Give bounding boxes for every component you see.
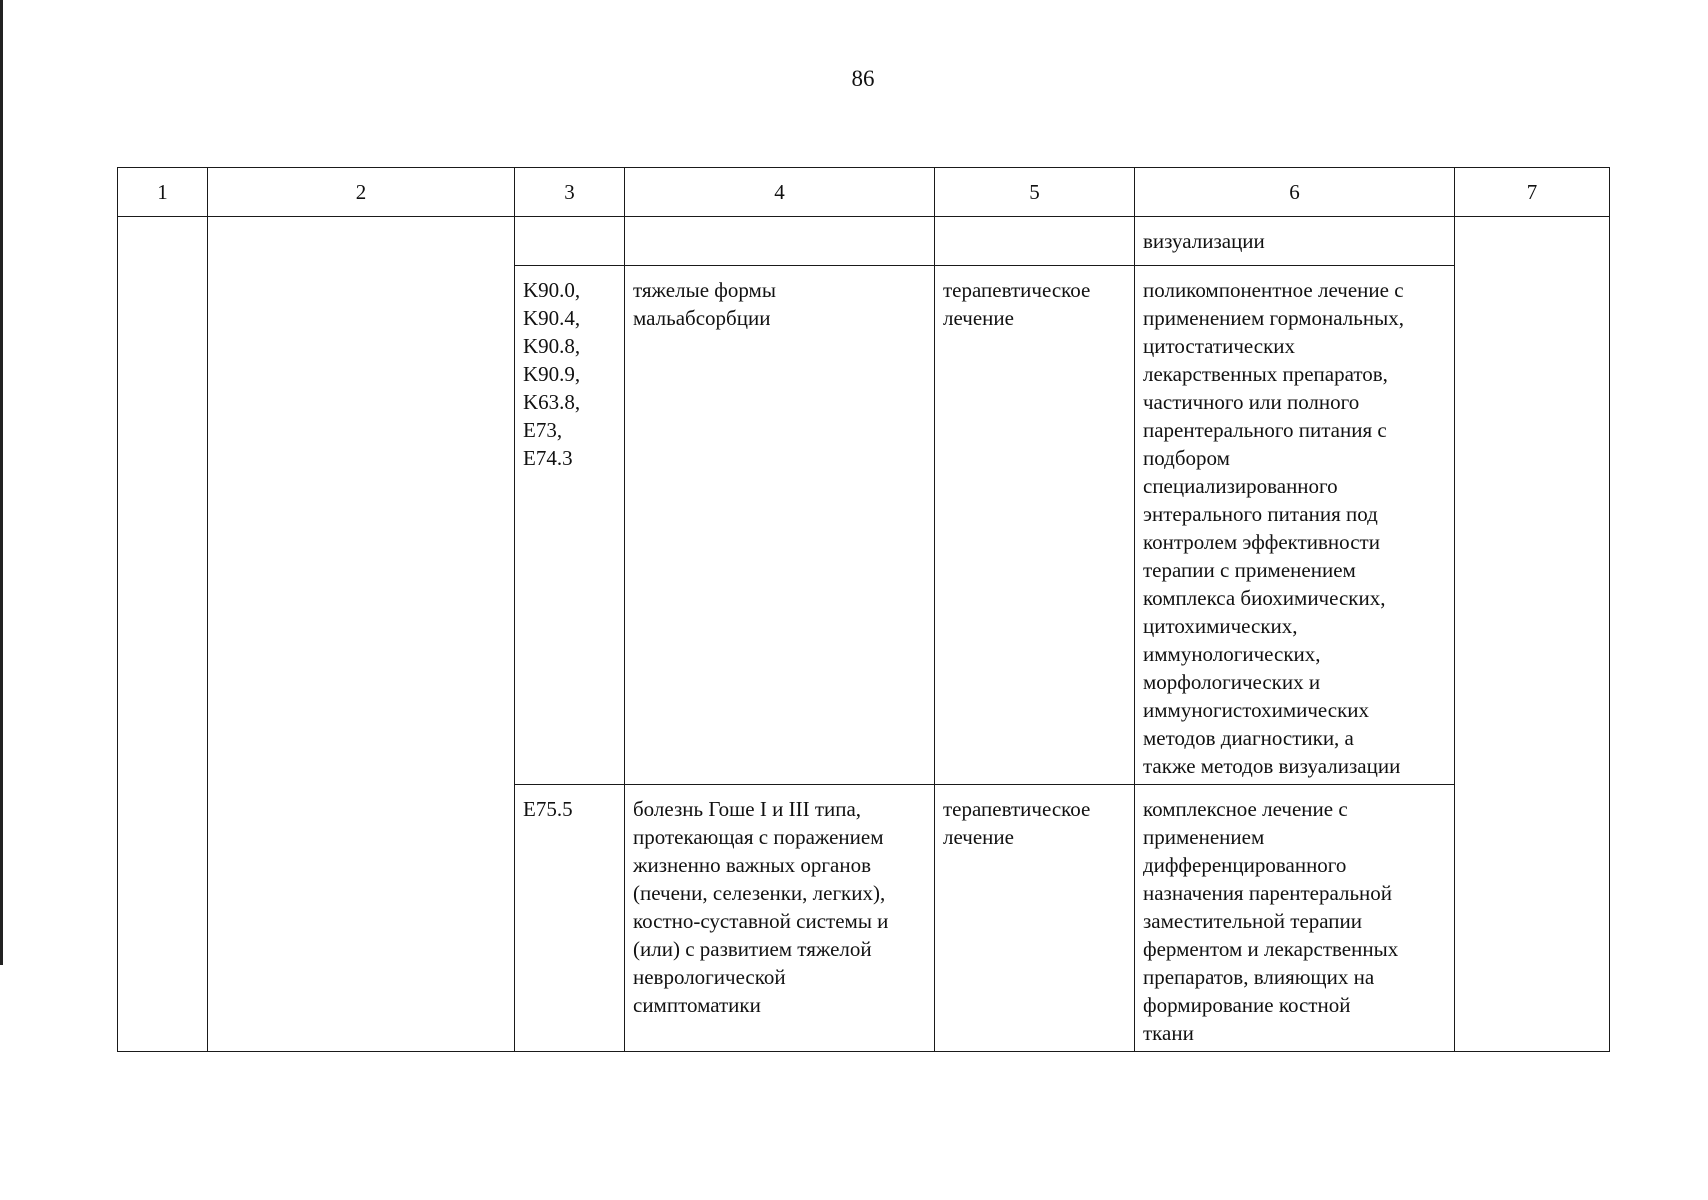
header-cell-6: 6 xyxy=(1135,168,1455,217)
table-header-row xyxy=(118,168,1610,217)
page-left-border xyxy=(0,0,3,965)
condition-cell: тяжелые формы мальабсорбции xyxy=(625,266,935,785)
col7-merged-cell xyxy=(1455,217,1610,1052)
treatment-type-cell xyxy=(935,217,1135,266)
header-cell-1: 1 xyxy=(118,168,208,217)
method-cell: поликомпонентное лечение с применением гормональных, цитостатических лекарственных препаратов, частичного или полного парентерального питания с подбором специализированного энтерального питания под контролем эффективности терапии с применением комплекса биохимических, цитохимических, иммунологических, морфологических и иммуногистохимических методов диагностики, а также методов визуализации xyxy=(1135,266,1455,785)
condition-cell xyxy=(625,217,935,266)
method-cell: комплексное лечение с применением дифференцированного назначения парентеральной заместительной терапии ферментом и лекарственных препаратов, влияющих на формирование костной ткани xyxy=(1135,785,1455,1052)
col2-merged-cell xyxy=(208,217,515,1052)
document-table xyxy=(117,167,1610,1052)
header-cell-5: 5 xyxy=(935,168,1135,217)
header-cell-3: 3 xyxy=(515,168,625,217)
method-cell: визуализации xyxy=(1135,217,1455,266)
treatment-type-cell: терапевтическое лечение xyxy=(935,266,1135,785)
header-cell-2: 2 xyxy=(208,168,515,217)
col1-merged-cell xyxy=(118,217,208,1052)
codes-cell: E75.5 xyxy=(515,785,625,1052)
table-row xyxy=(118,217,1610,266)
condition-cell: болезнь Гоше I и III типа, протекающая с поражением жизненно важных органов (печени, селезенки, легких), костно-суставной системы и (или) с развитием тяжелой неврологической симптоматики xyxy=(625,785,935,1052)
codes-cell: K90.0, K90.4, K90.8, K90.9, K63.8, E73, E74.3 xyxy=(515,266,625,785)
treatment-type-cell: терапевтическое лечение xyxy=(935,785,1135,1052)
page-number: 86 xyxy=(851,66,875,91)
header-cell-4: 4 xyxy=(625,168,935,217)
codes-cell xyxy=(515,217,625,266)
header-cell-7: 7 xyxy=(1455,168,1610,217)
